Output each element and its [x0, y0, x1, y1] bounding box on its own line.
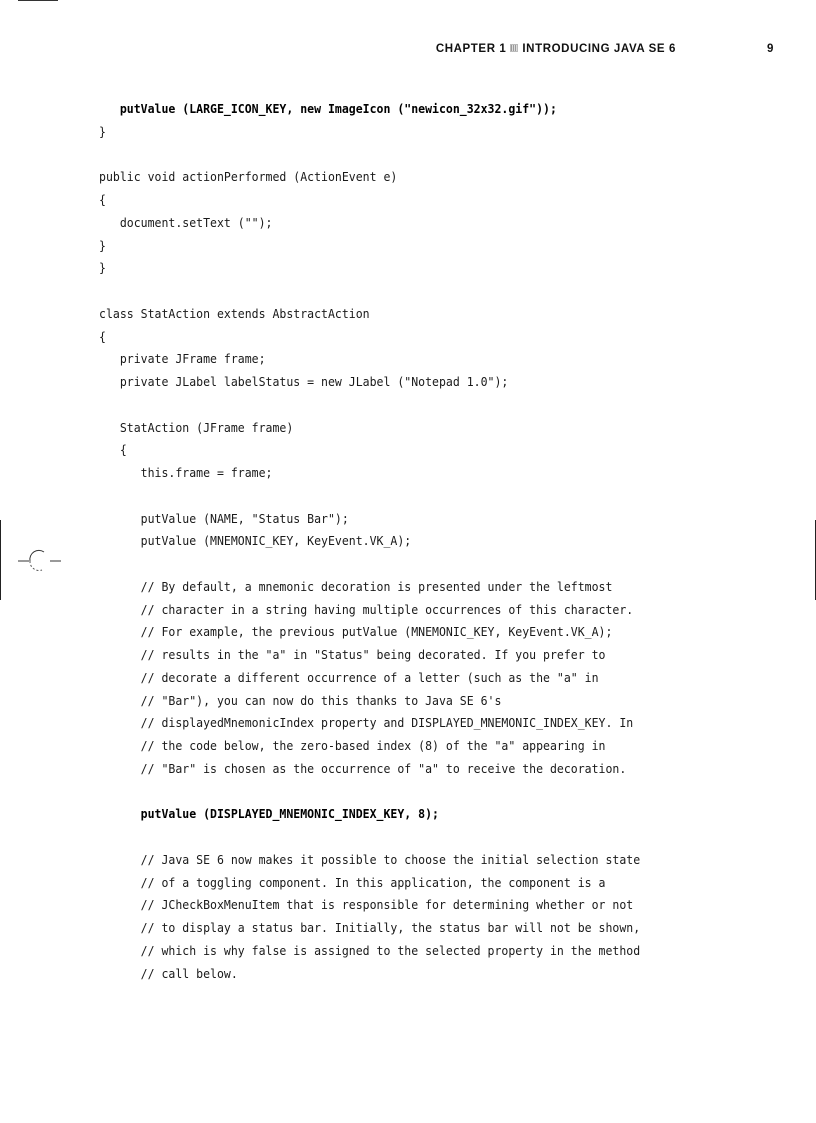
code-line: // to display a status bar. Initially, the status bar will not be shown,: [99, 920, 641, 935]
code-line: this.frame = frame;: [99, 465, 273, 480]
code-line: // "Bar"), you can now do this thanks to Java SE 6's: [99, 692, 502, 708]
code-line: document.setText ("");: [99, 214, 273, 230]
code-line: // of a toggling component. In this application, the component is a: [99, 874, 606, 890]
code-line: [99, 781, 640, 804]
code-line: // For example, the previous putValue (MNEMONIC_KEY, KeyEvent.VK_A);: [99, 624, 613, 640]
code-line: {: [99, 192, 106, 207]
code-line: // the code below, the zero-based index (8) of the "a" appearing in: [99, 738, 606, 753]
code-line: // which is why false is assigned to the selected property in the method: [99, 942, 641, 958]
code-line: }: [99, 237, 106, 253]
code-line: {: [99, 328, 106, 344]
code-line: // JCheckBoxMenuItem that is responsible for determining whether or not: [99, 897, 634, 913]
code-line: // Java SE 6 now makes it possible to choose the initial selection state: [99, 851, 641, 867]
chapter-title: INTRODUCING JAVA SE 6: [522, 43, 676, 55]
crop-mark-left: [0, 520, 1, 600]
code-line: [99, 280, 640, 303]
code-line: putValue (DISPLAYED_MNEMONIC_INDEX_KEY, 8);: [99, 806, 439, 822]
chapter-label: [436, 43, 676, 55]
code-line: // displayedMnemonicIndex property and DISPLAYED_MNEMONIC_INDEX_KEY. In: [99, 715, 634, 731]
code-line: putValue (MNEMONIC_KEY, KeyEvent.VK_A);: [99, 533, 412, 549]
code-line: private JFrame frame;: [99, 351, 266, 367]
code-line: public void actionPerformed (ActionEvent e): [99, 169, 398, 185]
code-line: // By default, a mnemonic decoration is presented under the leftmost: [99, 578, 613, 594]
code-line: putValue (LARGE_ICON_KEY, new ImageIcon ("newicon_32x32.gif"));: [99, 101, 557, 116]
code-line: // call below.: [99, 965, 238, 981]
code-line: // character in a string having multiple occurrences of this character.: [99, 601, 634, 617]
code-line: private JLabel labelStatus = new JLabel ("Notepad 1.0");: [99, 374, 509, 389]
code-line: putValue (NAME, "Status Bar");: [99, 510, 349, 526]
code-line: {: [99, 442, 127, 458]
code-line: // decorate a different occurrence of a letter (such as the "a" in: [99, 669, 599, 685]
page-number: 9: [767, 43, 774, 55]
code-line: [99, 144, 640, 167]
code-line: StatAction (JFrame frame): [99, 419, 294, 435]
code-line: // "Bar" is chosen as the occurrence of "a" to receive the decoration.: [99, 760, 627, 776]
running-header: [0, 43, 774, 59]
code-listing: [99, 98, 681, 985]
code-line: [99, 553, 640, 576]
code-line: }: [99, 260, 106, 276]
code-line: [99, 485, 640, 508]
code-line: [99, 394, 640, 417]
code-line: // results in the "a" in "Status" being decorated. If you prefer to: [99, 647, 606, 662]
code-line: [99, 826, 640, 849]
registration-mark-icon: [18, 548, 62, 574]
separator-square-icon: [510, 44, 518, 52]
chapter-number: CHAPTER 1: [435, 43, 507, 55]
crop-mark-top: [18, 0, 58, 1]
code-line: class StatAction extends AbstractAction: [99, 305, 370, 321]
code-line: }: [99, 123, 106, 139]
